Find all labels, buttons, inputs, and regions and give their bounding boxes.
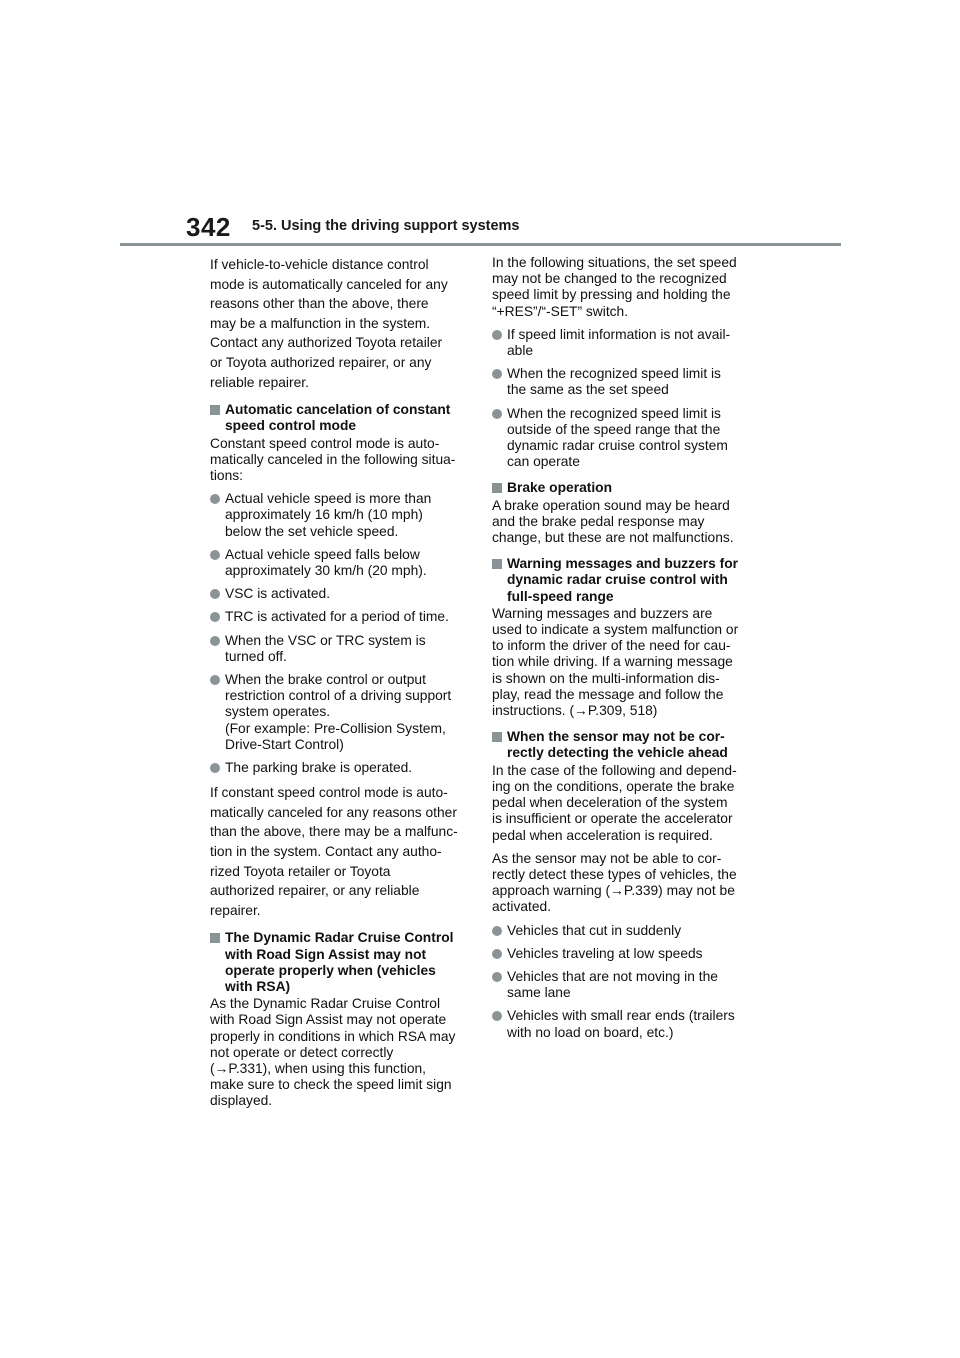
square-bullet-icon bbox=[492, 559, 502, 569]
square-bullet-icon bbox=[210, 933, 220, 943]
list-item bbox=[210, 672, 472, 753]
circle-bullet-icon bbox=[492, 949, 502, 959]
list-item bbox=[210, 760, 472, 776]
paragraph: In the following situations, the set speed may not be changed to the recognized speed limit by pressing and holding the “+RES”/“-SET” switch. bbox=[492, 255, 737, 319]
list-item-text: When the recognized speed limit is the same as the set speed bbox=[507, 366, 721, 398]
circle-bullet-icon bbox=[492, 926, 502, 936]
square-bullet-icon bbox=[210, 405, 220, 415]
list-item bbox=[210, 547, 472, 579]
subheading bbox=[492, 556, 754, 605]
header-rule bbox=[120, 243, 841, 246]
list-item bbox=[210, 491, 472, 540]
list-item-text: When the VSC or TRC system is turned off. bbox=[225, 632, 426, 664]
circle-bullet-icon bbox=[210, 675, 220, 685]
paragraph: A brake operation sound may be heard and the brake pedal response may change, but these are not malfunctions. bbox=[492, 497, 734, 546]
circle-bullet-icon bbox=[210, 763, 220, 773]
list-item-text: When the brake control or output restriction control of a driving support system operates. (For example: Pre-Collision System, Drive-Start Control) bbox=[225, 672, 452, 752]
list-item-text: Vehicles that cut in suddenly bbox=[507, 922, 682, 938]
list-item-text: Actual vehicle speed is more than approximately 16 km/h (10 mph) below the set vehicle speed. bbox=[225, 491, 432, 539]
paragraph: As the sensor may not be able to cor- rectly detect these types of vehicles, the approach warning (→P.339) may not be activated. bbox=[492, 850, 737, 915]
square-bullet-icon bbox=[492, 483, 502, 493]
subheading-text: Automatic cancelation of constant speed control mode bbox=[225, 402, 451, 434]
list-item-text: TRC is activated for a period of time. bbox=[225, 609, 449, 625]
subheading bbox=[492, 729, 754, 761]
list-item-text: The parking brake is operated. bbox=[225, 760, 413, 776]
paragraph: If vehicle-to-vehicle distance control mode is automatically canceled for any reasons other than the above, there may be a malfunction in the system. Contact any authorized Toyota retailer or Toyota authorized repairer, or any reliable repairer. bbox=[210, 257, 448, 390]
list-item bbox=[492, 923, 754, 939]
circle-bullet-icon bbox=[492, 409, 502, 419]
page-number: 342 bbox=[186, 212, 231, 242]
subheading-text: When the sensor may not be cor- rectly detecting the vehicle ahead bbox=[507, 729, 728, 761]
list-item bbox=[492, 327, 754, 359]
subheading-text: Warning messages and buzzers for dynamic radar cruise control with full-speed range bbox=[507, 556, 739, 604]
list-item-text: Vehicles traveling at low speeds bbox=[507, 945, 703, 961]
subheading bbox=[210, 402, 472, 434]
circle-bullet-icon bbox=[492, 369, 502, 379]
paragraph: As the Dynamic Radar Cruise Control with Road Sign Assist may not operate properly in conditions in which RSA may not operate or detect correctly (→P.331), when using this function, make sure to check the speed limit sign displayed. bbox=[210, 996, 456, 1109]
list-item bbox=[210, 633, 472, 665]
circle-bullet-icon bbox=[210, 494, 220, 504]
circle-bullet-icon bbox=[210, 636, 220, 646]
paragraph: In the case of the following and depend- ing on the conditions, operate the brake pedal when deceleration of the system is insufficient or operate the accelerator pedal when acceleration is required. bbox=[492, 762, 737, 843]
subheading-text: Brake operation bbox=[507, 480, 613, 496]
list-item bbox=[492, 946, 754, 962]
circle-bullet-icon bbox=[210, 589, 220, 599]
circle-bullet-icon bbox=[492, 972, 502, 982]
subheading-text: The Dynamic Radar Cruise Control with Road Sign Assist may not operate properly when (vehicles with RSA) bbox=[225, 930, 454, 994]
circle-bullet-icon bbox=[492, 330, 502, 340]
page-header bbox=[0, 0, 960, 250]
list-item-text: When the recognized speed limit is outside of the speed range that the dynamic radar cruise control system can operate bbox=[507, 405, 728, 470]
list-item bbox=[492, 406, 754, 471]
paragraph: Constant speed control mode is auto- matically canceled in the following situa- tions: bbox=[210, 435, 456, 483]
circle-bullet-icon bbox=[210, 550, 220, 560]
list-item bbox=[492, 969, 754, 1001]
list-item-text: Vehicles that are not moving in the same lane bbox=[507, 968, 718, 1001]
left-column bbox=[210, 255, 472, 1117]
right-column bbox=[492, 255, 754, 1048]
square-bullet-icon bbox=[492, 732, 502, 742]
paragraph: If constant speed control mode is auto- matically canceled for any reasons other than the above, there may be a malfunc- tion in the system. Contact any autho- rized Toyota retailer or Toyota authorized repairer, or any reliable repairer. bbox=[210, 785, 458, 918]
list-item-text: Actual vehicle speed falls below approximately 30 km/h (20 mph). bbox=[225, 546, 427, 578]
subheading bbox=[492, 480, 754, 496]
circle-bullet-icon bbox=[492, 1011, 502, 1021]
list-item-text: VSC is activated. bbox=[225, 586, 331, 602]
subheading bbox=[210, 930, 472, 995]
list-item bbox=[210, 586, 472, 602]
paragraph: Warning messages and buzzers are used to indicate a system malfunction or to inform the driver of the need for cau- tion while driving. If a warning message is shown on the multi-information dis- play, read the message and follow the instructions. (→P.309, 518) bbox=[492, 605, 739, 719]
section-title: 5-5. Using the driving support systems bbox=[252, 218, 520, 234]
circle-bullet-icon bbox=[210, 612, 220, 622]
list-item bbox=[492, 366, 754, 398]
list-item bbox=[210, 609, 472, 625]
list-item-text: If speed limit information is not avail- able bbox=[507, 326, 731, 359]
list-item bbox=[492, 1008, 754, 1040]
list-item-text: Vehicles with small rear ends (trailers with no load on board, etc.) bbox=[507, 1008, 735, 1040]
